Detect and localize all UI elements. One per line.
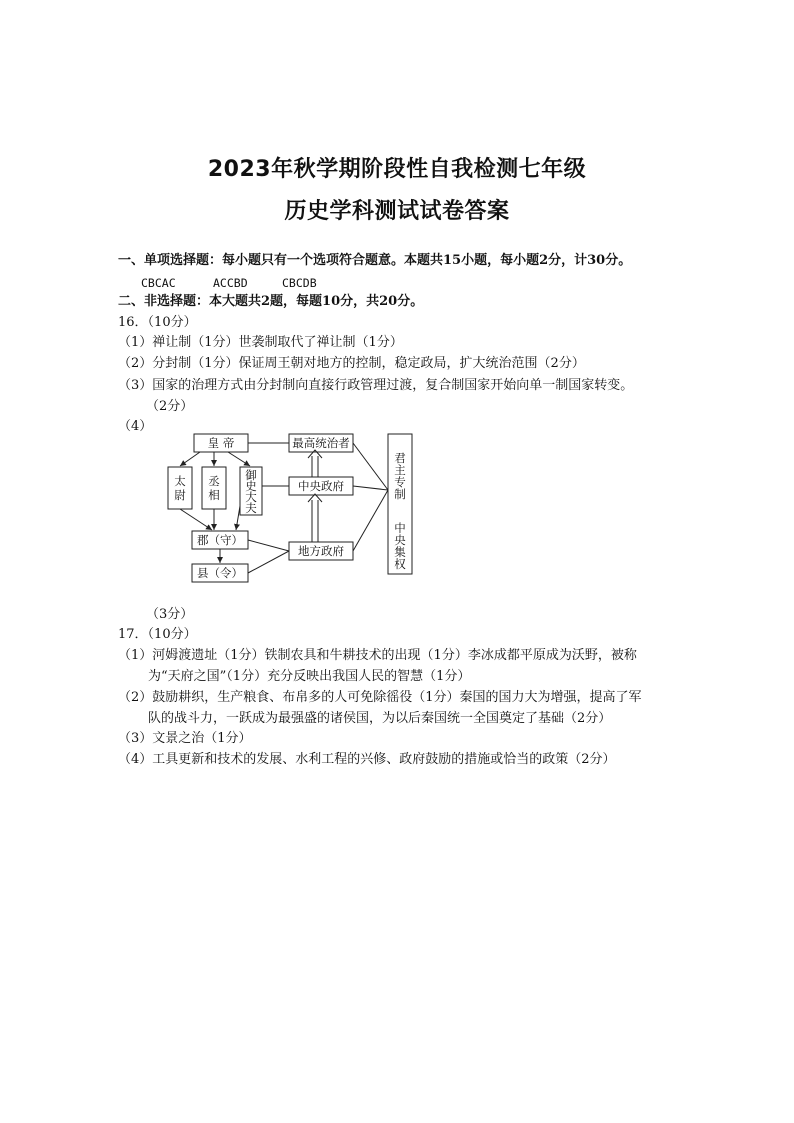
q17-answer-1-cont: 为“天府之国”（1分）充分反映出我国人民的智慧（1分）: [148, 669, 471, 684]
page-subtitle: 历史学科测试试卷答案: [284, 199, 510, 224]
autocracy-char-4: 制: [394, 487, 406, 501]
section1-heading: 一、单项选择题：每小题只有一个选项符合题意。本题共15小题，每小题2分，计30分。: [118, 253, 632, 268]
yushi-char-2: 史: [245, 479, 257, 493]
central-gov-label: 中央政府: [298, 479, 344, 493]
q16-answer-1: （1）禅让制（1分）世袭制取代了禅让制（1分）: [118, 335, 403, 350]
centralization-char-3: 集: [394, 545, 406, 559]
yushi-char-4: 夫: [245, 501, 257, 515]
chengxiang-char-1: 丞: [208, 474, 220, 488]
q16-answer-3: （3）国家的治理方式由分封制向直接行政管理过渡，复合制国家开始向单一制国家转变。: [118, 378, 634, 393]
local-gov-label: 地方政府: [298, 544, 344, 558]
q17-answer-4: （4）工具更新和技术的发展、水利工程的兴修、政府鼓励的措施或恰当的政策（2分）: [118, 752, 616, 767]
autocracy-char-2: 主: [394, 463, 406, 477]
page-title: 2023年秋学期阶段性自我检测七年级: [207, 157, 587, 182]
chengxiang-char-2: 相: [208, 488, 220, 502]
centralization-char-1: 中: [394, 521, 406, 535]
jun-label: 郡（守）: [197, 533, 243, 547]
q17-answer-2-cont: 队的战斗力，一跃成为最强盛的诸侯国，为以后秦国统一全国奠定了基础（2分）: [148, 711, 612, 726]
q17-label: 17．（10分）: [118, 627, 197, 642]
q16-answer-2: （2）分封制（1分）保证周王朝对地方的控制，稳定政局，扩大统治范围（2分）: [118, 356, 585, 371]
yushi-char-1: 御: [245, 468, 257, 482]
centralization-char-2: 央: [394, 533, 406, 547]
q16-label: 16．（10分）: [118, 315, 197, 330]
q17-answer-1: （1）河姆渡遗址（1分）铁制农具和牛耕技术的出现（1分）李冰成都平原成为沃野，被称: [118, 648, 637, 663]
emperor-label: 皇 帝: [207, 436, 235, 450]
autocracy-char-1: 君: [394, 451, 406, 465]
q16-answer-4-score: （3分）: [146, 607, 194, 622]
autocracy-char-3: 专: [394, 475, 406, 489]
taiwei-char-1: 太: [174, 474, 186, 488]
yushi-char-3: 大: [245, 490, 257, 504]
centralization-char-4: 权: [394, 557, 406, 571]
taiwei-char-2: 尉: [174, 488, 186, 502]
mc-answers-group-3: CBCDB: [282, 276, 317, 290]
q16-answer-4-label: （4）: [118, 419, 153, 434]
xian-label: 县（令）: [197, 566, 243, 580]
q17-answer-2: （2）鼓励耕织，生产粮食、布帛多的人可免除徭役（1分）秦国的国力大为增强，提高了军: [118, 690, 642, 705]
section2-heading: 二、非选择题：本大题共2题，每题10分，共20分。: [118, 294, 424, 309]
mc-answers-group-2: ACCBD: [213, 276, 248, 290]
supreme-ruler-label: 最高统治者: [292, 436, 350, 450]
q17-answer-3: （3）文景之治（1分）: [118, 731, 252, 746]
mc-answers-group-1: CBCAC: [141, 276, 176, 290]
q16-answer-3-score: （2分）: [146, 399, 194, 414]
